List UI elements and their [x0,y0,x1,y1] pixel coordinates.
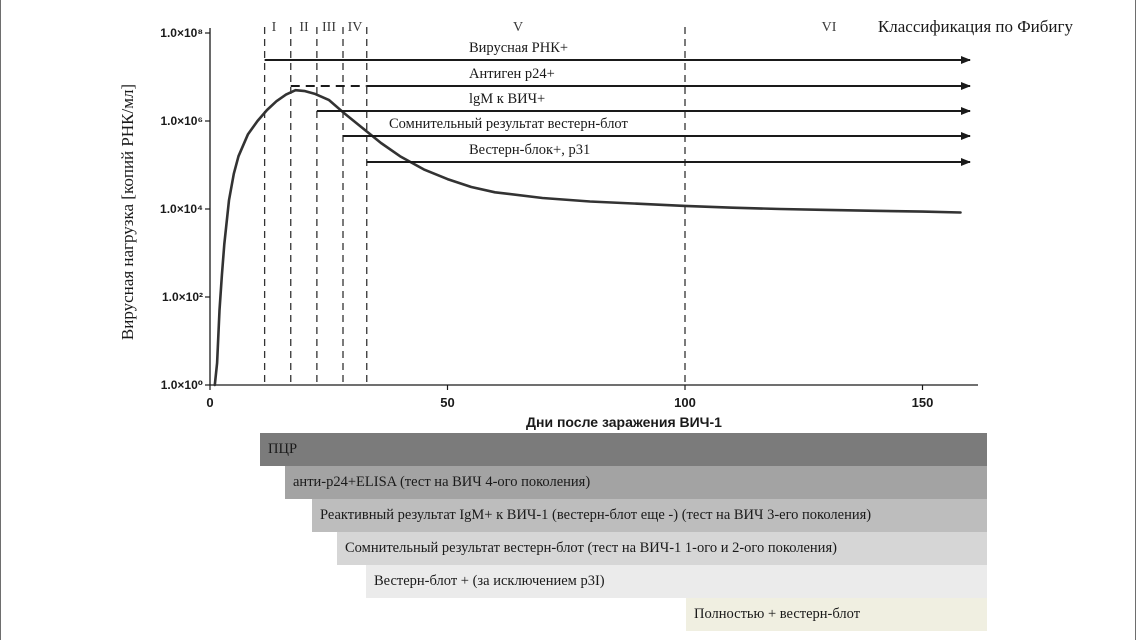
stage-label: VI [821,20,837,35]
stage-label: V [512,20,524,35]
test-bar [337,532,987,565]
test-bar [260,433,987,466]
y-tick-label: 1.0×10⁸ [160,26,203,40]
viral-load-curve [215,90,961,385]
test-bar-label: анти-p24+ELISA (тест на ВИЧ 4-ого поколения) [293,474,591,490]
marker-label: Вирусная РНК+ [469,40,569,56]
x-tick-label: 0 [206,395,214,410]
test-bar-label: Реактивный результат IgM+ к ВИЧ-1 (вестерн-блот еще -) (тест на ВИЧ 3-его поколения) [320,507,872,523]
test-bar [312,499,987,532]
chart-title: Классификация по Фибигу [877,17,1073,36]
stage-label: III [322,20,336,35]
y-axis-label: Вирусная нагрузка [копий РНК/мл] [118,83,137,341]
stage-label: IV [347,20,363,35]
marker-label: Сомнительный результат вестерн-блот [389,116,628,132]
test-bar [285,466,987,499]
x-tick-label: 150 [911,395,934,410]
y-tick-label: 1.0×10² [161,290,203,304]
test-bar [366,565,987,598]
test-bar [686,598,987,631]
test-bar-label: Полностью + вестерн-блот [694,606,861,622]
test-bar-label: Сомнительный результат вестерн-блот (тест на ВИЧ-1 1-ого и 2-ого поколения) [345,540,837,556]
marker-label: Вестерн-блок+, p31 [469,142,591,158]
test-bar-label: ПЦР [268,441,298,457]
y-tick-label: 1.0×10⁴ [160,202,203,216]
x-tick-label: 50 [440,395,455,410]
test-bar-label: Вестерн-блот + (за исключением p3I) [374,573,605,589]
marker-label: Антиген p24+ [469,66,555,82]
marker-label: lgM к ВИЧ+ [469,91,546,107]
y-tick-label: 1.0×10⁶ [160,114,203,128]
stage-label: II [299,20,309,35]
y-tick-label: 1.0×10⁰ [160,378,203,392]
x-axis-label: Дни после заражения ВИЧ-1 [526,414,722,430]
stage-label: I [271,20,277,35]
x-tick-label: 100 [674,395,696,410]
